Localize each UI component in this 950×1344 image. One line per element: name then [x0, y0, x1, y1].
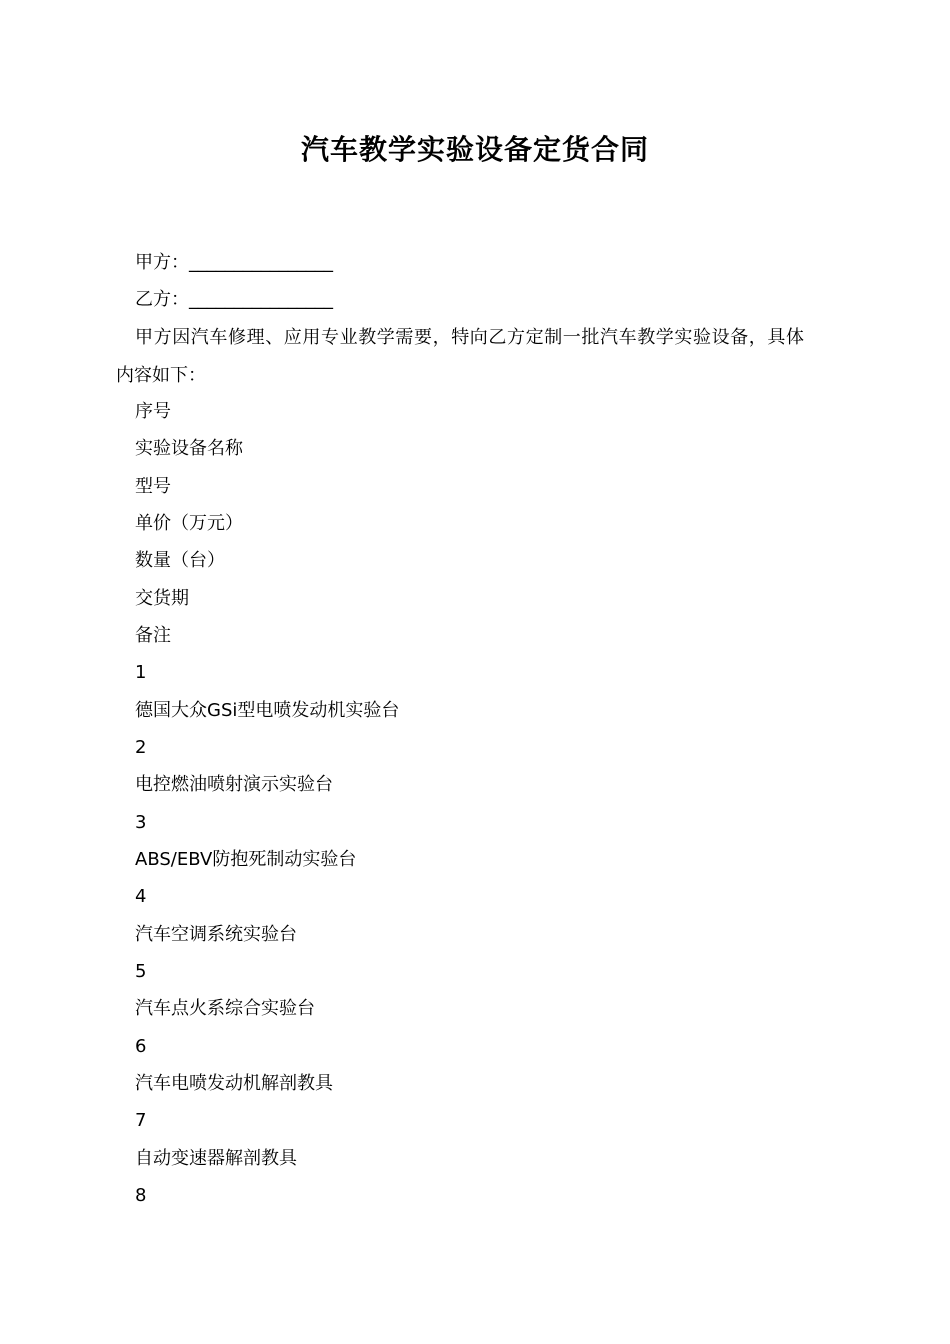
header-quantity: 数量（台） [135, 550, 225, 571]
header-delivery: 交货期 [135, 588, 189, 609]
header-equipment-name: 实验设备名称 [135, 438, 243, 459]
intro-line-1: 甲方因汽车修理、应用专业教学需要，特向乙方定制一批汽车教学实验设备，具体 [135, 327, 805, 348]
row-name: 汽车空调系统实验台 [135, 924, 297, 945]
row-number: 2 [135, 737, 147, 758]
party-a-line: 甲方：________________ [135, 252, 333, 273]
header-index: 序号 [135, 401, 171, 422]
header-remarks: 备注 [135, 625, 171, 646]
row-number: 6 [135, 1036, 147, 1057]
row-name: 汽车电喷发动机解剖教具 [135, 1073, 333, 1094]
row-name: 汽车点火系综合实验台 [135, 998, 315, 1019]
row-name: ABS/EBV防抱死制动实验台 [135, 849, 357, 870]
header-model: 型号 [135, 476, 171, 497]
row-name: 电控燃油喷射演示实验台 [135, 774, 333, 795]
row-number: 8 [135, 1185, 147, 1206]
intro-line-2: 内容如下： [116, 364, 206, 386]
row-number: 7 [135, 1110, 147, 1131]
header-unit-price: 单价（万元） [135, 513, 243, 534]
intro-paragraph [116, 319, 836, 394]
row-number: 3 [135, 812, 147, 833]
row-number: 5 [135, 961, 147, 982]
row-name: 德国大众GSi型电喷发动机实验台 [135, 700, 400, 721]
row-number: 4 [135, 886, 147, 907]
row-number: 1 [135, 662, 147, 683]
row-name: 自动变速器解剖教具 [135, 1148, 297, 1169]
party-b-line: 乙方：________________ [135, 289, 333, 310]
page-title: 汽车教学实验设备定货合同 [300, 133, 649, 166]
